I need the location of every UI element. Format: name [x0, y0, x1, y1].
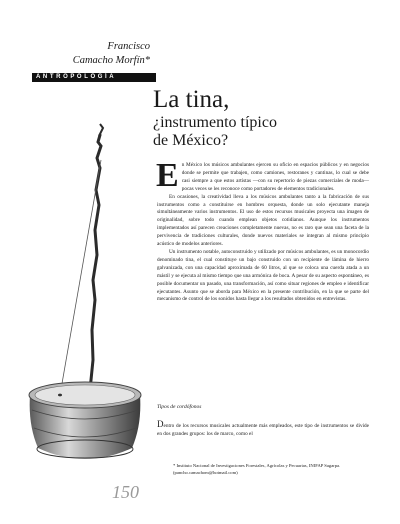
page-number: 150	[112, 482, 139, 502]
paragraph-3: Un instrumento notable, autoconstruido y utilizado por músicos ambulantes, es un monocordio denominado tina, el cual constituye un bajo construido con un recipiente de lámina de hierro galvanizada, con una capacidad aproximada de 60 litros, al que se coloca una cuerda atada a un mástil y se ejecuta al mismo tiempo que una armónica de boca. A pesar de su aspecto espontáneo, es posible documentar un pasado, una transformación, así como situar regiones de empleo e identificar ejecutantes. Asunto que se aborda para México en la presente contribución, en la que se parte del mecanismo de control de los sonidos hasta llegar a los resultados obtenidos en entrevistas.	[157, 248, 369, 303]
paragraph-2: En ocasiones, la creatividad lleva a los músicos ambulantes tanto a la fabricación de sus instrumentos como a constituirse en hombres orquesta, donde un solo ejecutante maneja simultáneamente varios instrumentos. El uso de estos recursos musicales proyecta una imagen de originalidad, sobre todo cuando emplean objetos cotidianos. Aunque los instrumentos implementados así parecen creaciones completamente nuevas, no es raro que sean una faceta de la pervivencia de tradiciones culturales, donde nuevos materiales se integran al mismo principio acústico de modelos anteriores.	[157, 193, 369, 248]
article-body-continued: Dentro de los recursos musicales actualmente más empleados, este tipo de instrumentos se divide en dos grandes grupos: los de marco, como el	[157, 419, 369, 437]
footnote-email: (pancho.camachom@hotmail.com)	[173, 469, 238, 475]
drop-cap: E	[156, 157, 179, 194]
author-first-name: Francisco	[107, 41, 150, 52]
section-label: ANTROPOLOGÍA	[32, 73, 156, 82]
author-last-name: Camacho Morfín*	[72, 55, 150, 66]
subtitle-line-1: ¿instrumento típico	[153, 114, 277, 131]
section-subheading: Tipos de cordófonos	[157, 404, 202, 410]
article-body	[156, 157, 369, 304]
paragraph-1: En México los músicos ambulantes ejercen su oficio en espacios públicos y en negocios donde se permite que trabajen, como camiones, restoranes y cantinas, lo cual se debe casi siempre a que estos artistas —con su repertorio de piezas comerciales de moda— pocas veces se les reconoce como portadores de elementos tradicionales.	[156, 157, 369, 194]
footnote-affiliation: * Instituto Nacional de Investigaciones Forestales, Agrícolas y Pecuarias, INIFAP Sagarpa.	[173, 463, 341, 468]
subtitle-line-2: de México?	[153, 132, 229, 149]
instrument-neck	[90, 135, 101, 390]
author-footnote	[173, 463, 373, 477]
article-title: La tina,	[153, 86, 230, 113]
initial-letter: D	[157, 419, 164, 429]
